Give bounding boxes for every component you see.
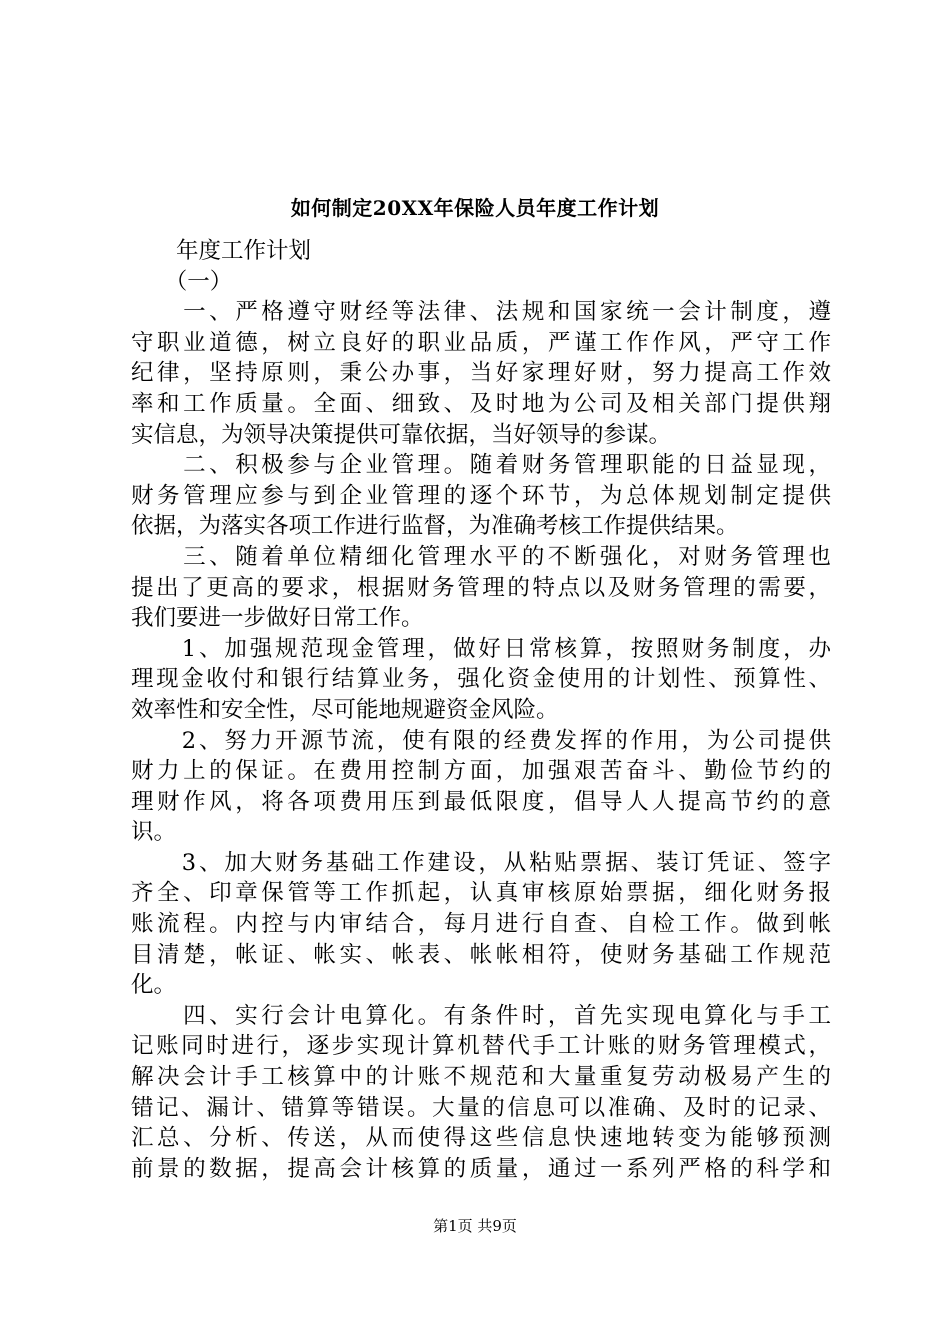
body-line: 一、严格遵守财经等法律、法规和国家统一会计制度，遵 — [131, 299, 831, 326]
body-line: 1、加强规范现金管理，做好日常核算，按照财务制度，办 — [131, 635, 831, 662]
body-line: 理现金收付和银行结算业务，强化资金使用的计划性、预算性、 — [131, 666, 831, 693]
body-line: 2、努力开源节流，使有限的经费发挥的作用，为公司提供 — [131, 727, 831, 754]
page-footer: 第1页 共9页 — [433, 1217, 517, 1235]
body-line: 记账同时进行，逐步实现计算机替代手工计账的财务管理模式， — [131, 1033, 831, 1060]
body-line: 二、积极参与企业管理。随着财务管理职能的日益显现， — [131, 452, 831, 479]
body-line: 理财作风，将各项费用压到最低限度，倡导人人提高节约的意 — [131, 788, 831, 815]
body-line: 守职业道德，树立良好的职业品质，严谨工作作风，严守工作 — [131, 329, 831, 356]
document-body — [131, 236, 831, 1184]
body-line: 账流程。内控与内审结合，每月进行自查、自检工作。做到帐 — [131, 911, 831, 938]
document-title: 如何制定20XX年保险人员年度工作计划 — [290, 196, 660, 220]
body-line: 解决会计手工核算中的计账不规范和大量重复劳动极易产生的 — [131, 1064, 831, 1091]
body-line: 财务管理应参与到企业管理的逐个环节，为总体规划制定提供 — [131, 482, 831, 509]
body-line: 提出了更高的要求，根据财务管理的特点以及财务管理的需要， — [131, 574, 831, 601]
body-line: 率和工作质量。全面、细致、及时地为公司及相关部门提供翔 — [131, 390, 831, 417]
body-line: （一） — [131, 268, 233, 295]
body-line: 财力上的保证。在费用控制方面，加强艰苦奋斗、勤俭节约的 — [131, 758, 831, 785]
body-line: 实信息，为领导决策提供可靠依据，当好领导的参谋。 — [131, 421, 672, 448]
body-line: 依据，为落实各项工作进行监督，为准确考核工作提供结果。 — [131, 513, 739, 540]
body-line: 齐全、印章保管等工作抓起，认真审核原始票据，细化财务报 — [131, 880, 831, 907]
body-line: 错记、漏计、错算等错误。大量的信息可以准确、及时的记录、 — [131, 1094, 831, 1121]
body-line: 识。 — [131, 819, 177, 846]
body-line: 我们要进一步做好日常工作。 — [131, 605, 424, 632]
body-line: 目清楚，帐证、帐实、帐表、帐帐相符，使财务基础工作规范 — [131, 941, 831, 968]
body-line: 三、随着单位精细化管理水平的不断强化，对财务管理也 — [131, 543, 831, 570]
body-line: 化。 — [131, 972, 177, 999]
body-line: 效率性和安全性，尽可能地规避资金风险。 — [131, 696, 559, 723]
body-line: 四、实行会计电算化。有条件时，首先实现电算化与手工 — [131, 1002, 831, 1029]
body-line: 纪律，坚持原则，秉公办事，当好家理好财，努力提高工作效 — [131, 360, 831, 387]
body-line: 3、加大财务基础工作建设，从粘贴票据、装订凭证、签字 — [131, 849, 831, 876]
body-line: 汇总、分析、传送，从而使得这些信息快速地转变为能够预测 — [131, 1125, 831, 1152]
body-line: 前景的数据，提高会计核算的质量，通过一系列严格的科学和 — [131, 1155, 831, 1182]
body-line: 年度工作计划 — [131, 238, 312, 264]
